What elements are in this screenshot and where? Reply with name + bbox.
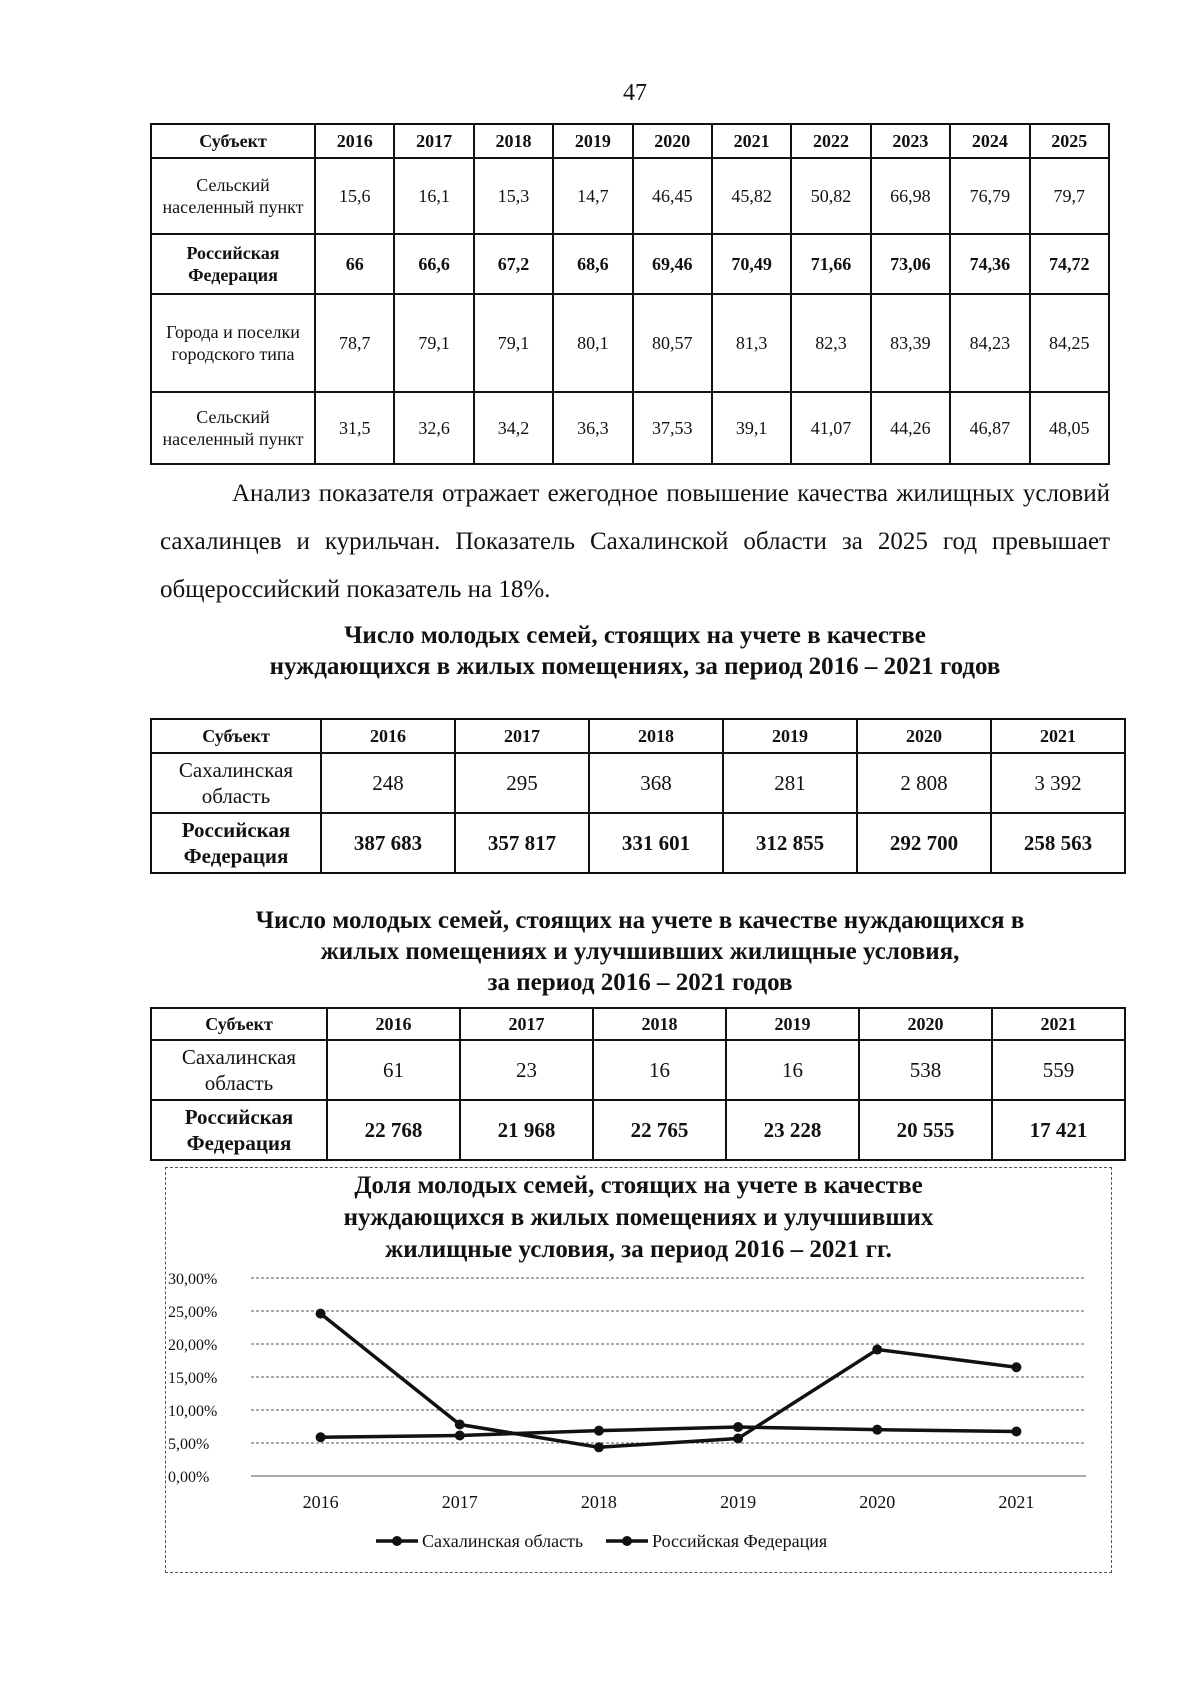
analysis-text: Анализ показателя отражает ежегодное повышение качества жилищных условий сахалинцев и курильчан. Показатель Сахалинской области за 2025 год превышает общероссийский показатель на 18%. — [160, 480, 1110, 603]
table-cell: 16,1 — [394, 158, 473, 234]
table-row — [151, 234, 1109, 294]
data-point — [316, 1309, 326, 1319]
table-row — [151, 813, 1125, 873]
table-cell: 45,82 — [712, 158, 791, 234]
heading-line: за период 2016 – 2021 годов — [487, 969, 793, 996]
young-families-improved-heading — [150, 905, 1130, 998]
table-row — [151, 294, 1109, 392]
table-cell: 81,3 — [712, 294, 791, 392]
column-header: 2019 — [726, 1008, 859, 1040]
table-cell: 80,1 — [553, 294, 632, 392]
table-cell: 41,07 — [791, 392, 870, 464]
table-cell: 15,6 — [315, 158, 394, 234]
row-label: Сельский населенный пункт — [151, 158, 315, 234]
table-cell: 79,1 — [474, 294, 553, 392]
table-cell: 2 808 — [857, 753, 991, 813]
column-header: 2021 — [991, 719, 1125, 753]
table-cell: 78,7 — [315, 294, 394, 392]
column-header: 2020 — [633, 124, 712, 158]
table-cell: 44,26 — [871, 392, 950, 464]
young-families-queue-heading — [160, 620, 1110, 682]
share-young-families-chart — [165, 1167, 1112, 1573]
column-header: 2020 — [859, 1008, 992, 1040]
table-cell: 31,5 — [315, 392, 394, 464]
table-cell: 22 768 — [327, 1100, 460, 1160]
table-cell: 66,98 — [871, 158, 950, 234]
table-cell: 16 — [593, 1040, 726, 1100]
table-cell: 46,87 — [950, 392, 1029, 464]
table-cell: 80,57 — [633, 294, 712, 392]
series-line-2 — [321, 1427, 1017, 1437]
row-label: Сельский населенный пункт — [151, 392, 315, 464]
row-label: Сахалинская область — [151, 1040, 327, 1100]
column-header: 2020 — [857, 719, 991, 753]
table-cell: 331 601 — [589, 813, 723, 873]
young-families-improved-table — [150, 1007, 1126, 1161]
table-cell: 79,7 — [1030, 158, 1109, 234]
column-header: 2019 — [723, 719, 857, 753]
column-header: 2017 — [455, 719, 589, 753]
table-cell: 69,46 — [633, 234, 712, 294]
column-header: 2024 — [950, 124, 1029, 158]
table-cell: 84,25 — [1030, 294, 1109, 392]
column-header: 2018 — [474, 124, 553, 158]
analysis-paragraph — [160, 470, 1110, 614]
table-cell: 73,06 — [871, 234, 950, 294]
x-tick-label: 2019 — [720, 1492, 757, 1512]
y-tick-label: 30,00% — [168, 1271, 218, 1288]
table-cell: 84,23 — [950, 294, 1029, 392]
table-cell: 66 — [315, 234, 394, 294]
table-cell: 23 228 — [726, 1100, 859, 1160]
table-row — [151, 1040, 1125, 1100]
heading-line: Число молодых семей, стоящих на учете в качестве — [344, 622, 926, 649]
column-header: 2018 — [589, 719, 723, 753]
data-point — [455, 1420, 465, 1430]
table-cell: 79,1 — [394, 294, 473, 392]
table-cell: 3 392 — [991, 753, 1125, 813]
table-row — [151, 1100, 1125, 1160]
y-tick-label: 20,00% — [168, 1337, 218, 1354]
column-header: 2025 — [1030, 124, 1109, 158]
table-cell: 74,72 — [1030, 234, 1109, 294]
data-point — [594, 1442, 604, 1452]
column-header: 2023 — [871, 124, 950, 158]
data-point — [455, 1430, 465, 1440]
table-cell: 248 — [321, 753, 455, 813]
table-cell: 48,05 — [1030, 392, 1109, 464]
column-header: 2016 — [315, 124, 394, 158]
legend-marker — [622, 1536, 632, 1546]
column-header: 2017 — [460, 1008, 593, 1040]
table-cell: 68,6 — [553, 234, 632, 294]
table-cell: 70,49 — [712, 234, 791, 294]
table-cell: 82,3 — [791, 294, 870, 392]
table-cell: 37,53 — [633, 392, 712, 464]
x-tick-label: 2021 — [998, 1492, 1035, 1512]
column-header: 2018 — [593, 1008, 726, 1040]
x-tick-label: 2018 — [580, 1492, 617, 1512]
young-families-queue-table — [150, 718, 1126, 874]
column-header: 2022 — [791, 124, 870, 158]
chart-title-line: Доля молодых семей, стоящих на учете в качестве — [354, 1172, 923, 1199]
table-header-row — [151, 124, 1109, 158]
data-point — [733, 1433, 743, 1443]
data-point — [1011, 1427, 1021, 1437]
row-label: Сахалинская область — [151, 753, 321, 813]
row-label: Российская Федерация — [151, 234, 315, 294]
data-point — [872, 1345, 882, 1355]
column-header: 2016 — [321, 719, 455, 753]
heading-line: Число молодых семей, стоящих на учете в качестве нуждающихся в — [255, 907, 1025, 934]
table-row — [151, 392, 1109, 464]
table-cell: 74,36 — [950, 234, 1029, 294]
column-header: Субъект — [151, 124, 315, 158]
table-cell: 559 — [992, 1040, 1125, 1100]
table-cell: 83,39 — [871, 294, 950, 392]
y-tick-label: 10,00% — [168, 1403, 218, 1420]
table-row — [151, 753, 1125, 813]
legend-label: Сахалинская область — [422, 1531, 584, 1551]
table-cell: 258 563 — [991, 813, 1125, 873]
table-cell: 22 765 — [593, 1100, 726, 1160]
column-header: 2017 — [394, 124, 473, 158]
table-cell: 76,79 — [950, 158, 1029, 234]
table-row — [151, 158, 1109, 234]
table-cell: 50,82 — [791, 158, 870, 234]
x-tick-label: 2016 — [302, 1492, 339, 1512]
table-cell: 295 — [455, 753, 589, 813]
column-header: 2021 — [712, 124, 791, 158]
table-cell: 368 — [589, 753, 723, 813]
table-cell: 15,3 — [474, 158, 553, 234]
table-cell: 281 — [723, 753, 857, 813]
data-point — [594, 1426, 604, 1436]
table-cell: 20 555 — [859, 1100, 992, 1160]
table-cell: 17 421 — [992, 1100, 1125, 1160]
x-tick-label: 2017 — [441, 1492, 478, 1512]
legend-label: Российская Федерация — [652, 1531, 828, 1551]
column-header: 2016 — [327, 1008, 460, 1040]
y-tick-label: 15,00% — [168, 1370, 218, 1387]
table-cell: 66,6 — [394, 234, 473, 294]
column-header: 2019 — [553, 124, 632, 158]
y-tick-label: 5,00% — [168, 1436, 210, 1453]
table-cell: 357 817 — [455, 813, 589, 873]
data-point — [872, 1425, 882, 1435]
table-cell: 39,1 — [712, 392, 791, 464]
row-label: Города и поселки городского типа — [151, 294, 315, 392]
row-label: Российская Федерация — [151, 1100, 327, 1160]
column-header: Субъект — [151, 719, 321, 753]
table-cell: 71,66 — [791, 234, 870, 294]
y-tick-label: 25,00% — [168, 1304, 218, 1321]
line-chart-plot — [166, 1168, 1111, 1572]
table-cell: 61 — [327, 1040, 460, 1100]
table-cell: 387 683 — [321, 813, 455, 873]
legend-marker — [392, 1536, 402, 1546]
table-cell: 23 — [460, 1040, 593, 1100]
housing-quality-table — [150, 123, 1110, 465]
heading-line: жилых помещениях и улучшивших жилищные условия, — [320, 938, 960, 965]
table-cell: 16 — [726, 1040, 859, 1100]
table-cell: 292 700 — [857, 813, 991, 873]
table-header-row — [151, 1008, 1125, 1040]
chart-title-line: нуждающихся в жилых помещениях и улучшивших — [343, 1204, 934, 1231]
chart-title-line: жилищные условия, за период 2016 – 2021 гг. — [385, 1236, 892, 1263]
table-cell: 34,2 — [474, 392, 553, 464]
column-header: Субъект — [151, 1008, 327, 1040]
page-number: 47 — [623, 80, 647, 106]
row-label: Российская Федерация — [151, 813, 321, 873]
table-header-row — [151, 719, 1125, 753]
table-cell: 21 968 — [460, 1100, 593, 1160]
data-point — [733, 1422, 743, 1432]
table-cell: 14,7 — [553, 158, 632, 234]
table-cell: 67,2 — [474, 234, 553, 294]
table-cell: 312 855 — [723, 813, 857, 873]
data-point — [316, 1432, 326, 1442]
column-header: 2021 — [992, 1008, 1125, 1040]
table-cell: 46,45 — [633, 158, 712, 234]
x-tick-label: 2020 — [859, 1492, 896, 1512]
table-cell: 36,3 — [553, 392, 632, 464]
data-point — [1011, 1362, 1021, 1372]
table-cell: 32,6 — [394, 392, 473, 464]
table-cell: 538 — [859, 1040, 992, 1100]
y-tick-label: 0,00% — [168, 1469, 210, 1486]
heading-line: нуждающихся в жилых помещениях, за период 2016 – 2021 годов — [269, 653, 1001, 680]
